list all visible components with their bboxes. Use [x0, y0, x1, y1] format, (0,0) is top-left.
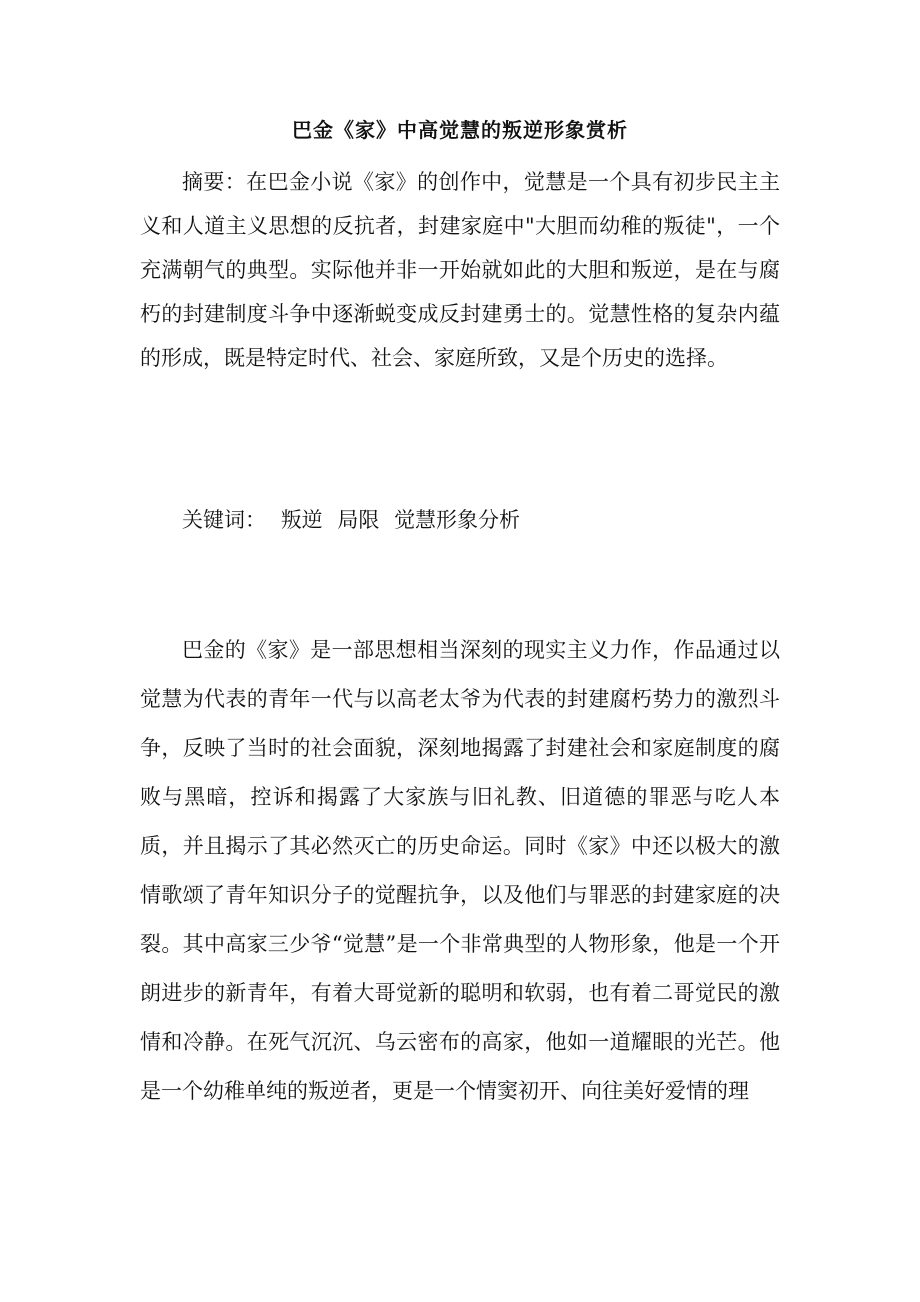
keyword: 觉慧形象分析	[394, 508, 521, 532]
document-title: 巴金《家》中高觉慧的叛逆形象赏析	[292, 118, 628, 142]
keyword: 局限	[337, 508, 380, 532]
keywords-line	[140, 498, 780, 542]
keyword: 叛逆	[280, 508, 323, 532]
body-paragraph: 巴金的《家》是一部思想相当深刻的现实主义力作，作品通过以觉慧为代表的青年一代与以高老太爷为代表的封建腐朽势力的激烈斗争，反映了当时的社会面貌，深刻地揭露了封建社会和家庭制度的腐败与黑暗，控诉和揭露了大家族与旧礼教、旧道德的罪恶与吃人本质，并且揭示了其必然灭亡的历史命运。同时《家》中还以极大的激情歌颂了青年知识分子的觉醒抗争，以及他们与罪恶的封建家庭的决裂。其中高家三少爷“觉慧”是一个非常典型的人物形象，他是一个开朗进步的新青年，有着大哥觉新的聪明和软弱，也有着二哥觉民的激情和冷静。在死气沉沉、乌云密布的高家，他如一道耀眼的光芒。他是一个幼稚单纯的叛逆者，更是一个情窦初开、向往美好爱情的理	[140, 638, 780, 1103]
keywords-label: 关键词：	[182, 508, 266, 532]
abstract-paragraph: 摘要：在巴金小说《家》的创作中，觉慧是一个具有初步民主主义和人道主义思想的反抗者，封建家庭中"大胆而幼稚的叛徒"，一个充满朝气的典型。实际他并非一开始就如此的大胆和叛逆，是在与腐朽的封建制度斗争中逐渐蜕变成反封建勇士的。觉慧性格的复杂内蕴的形成，既是特定时代、社会、家庭所致，又是个历史的选择。	[140, 170, 780, 370]
